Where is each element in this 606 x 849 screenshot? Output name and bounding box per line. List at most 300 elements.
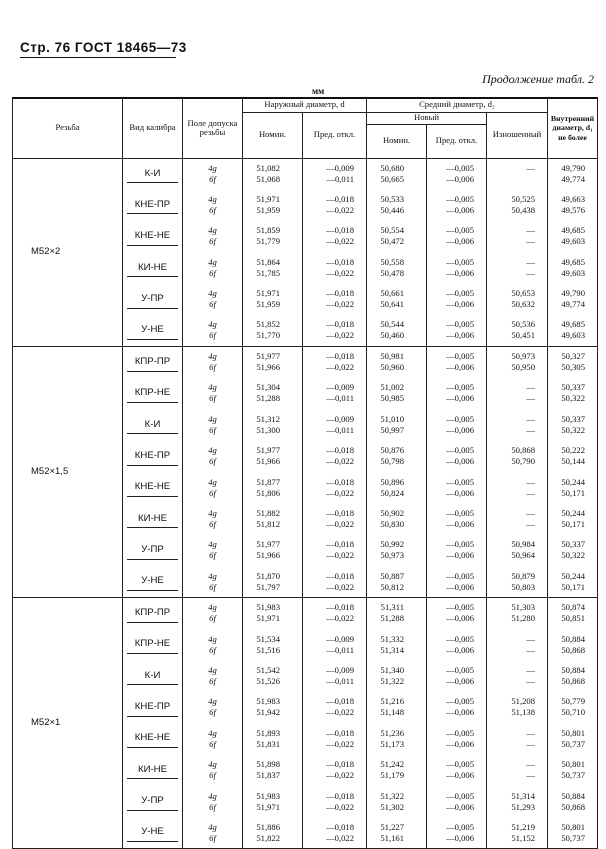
outer-deviation-cell-line: —0,011 — [326, 675, 354, 686]
inner-cell-line: 50,327 — [561, 351, 586, 362]
middle-nominal-cell — [367, 315, 427, 346]
tolerance-cell-line: 4g — [208, 288, 217, 299]
tolerance-cell — [183, 535, 243, 566]
outer-deviation-cell — [303, 660, 367, 691]
middle-deviation-cell-line: —0,005 — [446, 539, 474, 550]
middle-nominal-cell-line: 50,981 — [380, 351, 404, 362]
worn-cell-line: — — [526, 738, 536, 749]
outer-deviation-cell — [303, 597, 367, 628]
outer-deviation-cell-line: —0,022 — [326, 770, 354, 781]
tolerance-cell-line: 6f — [209, 330, 216, 341]
middle-nominal-cell — [367, 597, 427, 628]
outer-nominal-cell-line: 51,971 — [256, 194, 280, 205]
inner-cell-line: 50,801 — [561, 759, 586, 770]
outer-deviation-cell-line: —0,018 — [326, 288, 354, 299]
middle-nominal-cell-line: 51,311 — [380, 602, 404, 613]
outer-deviation-cell-line: —0,018 — [326, 351, 354, 362]
inner-cell — [548, 629, 598, 660]
tolerance-cell — [183, 378, 243, 409]
outer-nominal-cell — [243, 723, 303, 754]
middle-nominal-cell-line: 50,641 — [380, 299, 404, 310]
inner-cell-line: 50,851 — [561, 613, 586, 624]
worn-cell-line: — — [526, 267, 536, 278]
middle-deviation-cell-line: —0,005 — [446, 759, 474, 770]
outer-deviation-cell — [303, 441, 367, 472]
outer-deviation-cell — [303, 409, 367, 440]
tolerance-cell-line: 4g — [208, 790, 217, 801]
tolerance-cell-line: 6f — [209, 205, 216, 216]
tolerance-cell-line: 6f — [209, 832, 216, 843]
gauge-type — [123, 723, 183, 754]
middle-deviation-cell-line: —0,006 — [446, 644, 474, 655]
worn-cell — [487, 409, 548, 440]
outer-deviation-cell-line: —0,018 — [326, 821, 354, 832]
worn-cell — [487, 754, 548, 785]
middle-nominal-cell — [367, 660, 427, 691]
outer-deviation-cell — [303, 158, 367, 189]
worn-cell-line: — — [526, 413, 536, 424]
col-middle-deviation: Пред. откл. — [427, 124, 487, 158]
outer-deviation-cell-line: —0,018 — [326, 602, 354, 613]
worn-cell-line: 51,280 — [511, 613, 536, 624]
outer-deviation-cell-line: —0,018 — [326, 570, 354, 581]
outer-nominal-cell-line: 51,971 — [256, 288, 280, 299]
worn-cell — [487, 284, 548, 315]
outer-deviation-cell-line: —0,018 — [326, 319, 354, 330]
worn-cell — [487, 597, 548, 628]
inner-cell-line: 50,171 — [561, 518, 586, 529]
worn-cell — [487, 252, 548, 283]
inner-cell — [548, 441, 598, 472]
outer-nominal-cell-line: 51,837 — [256, 770, 280, 781]
middle-nominal-cell — [367, 535, 427, 566]
middle-deviation-cell — [427, 472, 487, 503]
tolerance-cell — [183, 660, 243, 691]
outer-deviation-cell — [303, 786, 367, 817]
inner-cell-line: 50,244 — [561, 507, 586, 518]
gauge-type — [123, 503, 183, 534]
outer-nominal-cell-line: 51,288 — [256, 393, 280, 404]
col-middle: Средний диаметр, d₂ — [367, 98, 548, 112]
gauge-label: КИ-НЕ — [127, 510, 178, 529]
outer-deviation-cell-line: —0,018 — [326, 696, 354, 707]
outer-nominal-cell-line: 51,942 — [256, 707, 280, 718]
worn-cell-line: — — [526, 225, 536, 236]
worn-cell-line: — — [526, 518, 536, 529]
worn-cell — [487, 315, 548, 346]
gauge-type — [123, 284, 183, 315]
middle-deviation-cell — [427, 378, 487, 409]
middle-deviation-cell — [427, 189, 487, 220]
outer-nominal-cell — [243, 629, 303, 660]
inner-cell-line: 50,337 — [561, 382, 586, 393]
middle-deviation-cell-line: —0,005 — [446, 256, 474, 267]
worn-cell-line: — — [526, 162, 536, 173]
worn-cell — [487, 786, 548, 817]
worn-cell-line: — — [526, 487, 536, 498]
gauge-type — [123, 817, 183, 848]
gauge-label: К-И — [127, 165, 178, 184]
gauge-type — [123, 189, 183, 220]
middle-nominal-cell-line: 50,460 — [380, 330, 404, 341]
gauge-label: КНЕ-ПР — [127, 447, 178, 466]
outer-nominal-cell — [243, 346, 303, 377]
tolerance-cell — [183, 723, 243, 754]
tolerance-cell-line: 6f — [209, 487, 216, 498]
outer-nominal-cell — [243, 566, 303, 597]
worn-cell-line: 51,152 — [511, 832, 536, 843]
inner-cell — [548, 566, 598, 597]
inner-cell — [548, 378, 598, 409]
thread-size: М52×1 — [13, 597, 123, 848]
middle-nominal-cell — [367, 409, 427, 440]
gauge-label: КПР-НЕ — [127, 635, 178, 654]
middle-deviation-cell-line: —0,006 — [446, 550, 474, 561]
outer-nominal-cell-line: 51,534 — [256, 633, 280, 644]
outer-nominal-cell-line: 51,831 — [256, 738, 280, 749]
outer-deviation-cell-line: —0,022 — [326, 362, 354, 373]
tolerance-cell — [183, 472, 243, 503]
worn-cell-line: 50,536 — [511, 319, 536, 330]
tolerance-cell-line: 6f — [209, 362, 216, 373]
middle-deviation-cell-line: —0,005 — [446, 162, 474, 173]
gauge-type — [123, 597, 183, 628]
tolerance-cell — [183, 597, 243, 628]
middle-deviation-cell-line: —0,005 — [446, 476, 474, 487]
worn-cell — [487, 503, 548, 534]
outer-nominal-cell — [243, 221, 303, 252]
gauge-label: У-НЕ — [127, 823, 178, 842]
outer-deviation-cell-line: —0,022 — [326, 707, 354, 718]
outer-nominal-cell-line: 51,877 — [256, 476, 280, 487]
outer-nominal-cell-line: 51,959 — [256, 205, 280, 216]
tolerance-cell-line: 6f — [209, 267, 216, 278]
outer-deviation-cell-line: —0,022 — [326, 487, 354, 498]
middle-deviation-cell-line: —0,005 — [446, 633, 474, 644]
gauge-type — [123, 472, 183, 503]
outer-nominal-cell-line: 51,966 — [256, 456, 280, 467]
outer-deviation-cell-line: —0,009 — [326, 413, 354, 424]
middle-deviation-cell — [427, 503, 487, 534]
inner-cell — [548, 660, 598, 691]
outer-deviation-cell-line: —0,009 — [326, 162, 354, 173]
col-outer-deviation: Пред. откл. — [303, 112, 367, 158]
outer-deviation-cell-line: —0,018 — [326, 759, 354, 770]
outer-nominal-cell-line: 51,785 — [256, 267, 280, 278]
tolerance-cell — [183, 284, 243, 315]
middle-nominal-cell — [367, 629, 427, 660]
col-outer-nominal: Номин. — [243, 112, 303, 158]
middle-deviation-cell-line: —0,006 — [446, 832, 474, 843]
middle-nominal-cell-line: 51,010 — [380, 413, 404, 424]
outer-deviation-cell-line: —0,022 — [326, 581, 354, 592]
inner-cell-line: 50,874 — [561, 602, 586, 613]
outer-nominal-cell — [243, 252, 303, 283]
middle-nominal-cell-line: 50,997 — [380, 424, 404, 435]
inner-cell-line: 50,737 — [561, 832, 586, 843]
outer-nominal-cell-line: 51,526 — [256, 675, 280, 686]
middle-nominal-cell — [367, 158, 427, 189]
table-body — [13, 158, 598, 849]
inner-cell — [548, 723, 598, 754]
middle-deviation-cell — [427, 723, 487, 754]
outer-nominal-cell — [243, 503, 303, 534]
middle-deviation-cell-line: —0,005 — [446, 790, 474, 801]
gauge-type — [123, 252, 183, 283]
outer-deviation-cell-line: —0,018 — [326, 507, 354, 518]
middle-nominal-cell-line: 51,302 — [380, 801, 404, 812]
middle-deviation-cell-line: —0,005 — [446, 507, 474, 518]
outer-nominal-cell-line: 51,971 — [256, 801, 280, 812]
middle-nominal-cell-line: 50,824 — [380, 487, 404, 498]
data-table — [12, 97, 598, 849]
outer-deviation-cell-line: —0,018 — [326, 256, 354, 267]
tolerance-cell-line: 6f — [209, 675, 216, 686]
middle-nominal-cell-line: 51,314 — [380, 644, 404, 655]
gauge-type — [123, 692, 183, 723]
inner-cell — [548, 692, 598, 723]
tolerance-cell-line: 4g — [208, 570, 217, 581]
page-header: Стр. 76 ГОСТ 18465—73 — [20, 40, 187, 55]
outer-nominal-cell-line: 51,983 — [256, 696, 280, 707]
outer-nominal-cell-line: 51,779 — [256, 236, 280, 247]
outer-deviation-cell-line: —0,011 — [326, 173, 354, 184]
middle-deviation-cell-line: —0,005 — [446, 319, 474, 330]
worn-cell-line: 50,632 — [511, 299, 536, 310]
inner-cell-line: 50,884 — [561, 664, 586, 675]
outer-deviation-cell — [303, 252, 367, 283]
worn-cell — [487, 472, 548, 503]
middle-nominal-cell-line: 50,960 — [380, 362, 404, 373]
outer-deviation-cell — [303, 754, 367, 785]
middle-deviation-cell — [427, 535, 487, 566]
outer-nominal-cell — [243, 409, 303, 440]
inner-cell-line: 49,685 — [561, 319, 586, 330]
col-middle-nominal: Номин. — [367, 124, 427, 158]
middle-nominal-cell-line: 50,544 — [380, 319, 404, 330]
inner-cell — [548, 189, 598, 220]
inner-cell-line: 50,868 — [561, 801, 586, 812]
tolerance-cell-line: 6f — [209, 173, 216, 184]
outer-deviation-cell-line: —0,022 — [326, 456, 354, 467]
outer-nominal-cell — [243, 535, 303, 566]
middle-deviation-cell-line: —0,006 — [446, 173, 474, 184]
tolerance-cell — [183, 252, 243, 283]
inner-cell-line: 49,576 — [561, 205, 586, 216]
middle-deviation-cell — [427, 409, 487, 440]
gauge-label: КНЕ-НЕ — [127, 227, 178, 246]
middle-nominal-cell-line: 50,533 — [380, 194, 404, 205]
outer-nominal-cell-line: 51,068 — [256, 173, 280, 184]
gauge-type — [123, 158, 183, 189]
middle-nominal-cell-line: 51,322 — [380, 790, 404, 801]
middle-deviation-cell — [427, 441, 487, 472]
gauge-label: КИ-НЕ — [127, 259, 178, 278]
outer-nominal-cell-line: 51,882 — [256, 507, 280, 518]
outer-deviation-cell — [303, 723, 367, 754]
middle-deviation-cell-line: —0,005 — [446, 413, 474, 424]
middle-nominal-cell-line: 50,661 — [380, 288, 404, 299]
gauge-label: К-И — [127, 667, 178, 686]
outer-deviation-cell-line: —0,018 — [326, 539, 354, 550]
middle-deviation-cell-line: —0,005 — [446, 821, 474, 832]
worn-cell-line: — — [526, 664, 536, 675]
inner-cell-line: 49,790 — [561, 288, 586, 299]
worn-cell — [487, 692, 548, 723]
worn-cell-line: — — [526, 727, 536, 738]
gauge-label: КИ-НЕ — [127, 761, 178, 780]
gauge-label: У-ПР — [127, 290, 178, 309]
outer-deviation-cell-line: —0,022 — [326, 299, 354, 310]
outer-deviation-cell-line: —0,009 — [326, 382, 354, 393]
inner-cell-line: 49,774 — [561, 173, 586, 184]
outer-nominal-cell-line: 51,082 — [256, 162, 280, 173]
middle-nominal-cell — [367, 754, 427, 785]
inner-cell-line: 50,322 — [561, 550, 586, 561]
gauge-type — [123, 441, 183, 472]
worn-cell-line: 50,451 — [511, 330, 536, 341]
outer-deviation-cell-line: —0,011 — [326, 393, 354, 404]
worn-cell-line: — — [526, 256, 536, 267]
tolerance-cell-line: 6f — [209, 707, 216, 718]
inner-cell-line: 50,710 — [561, 707, 586, 718]
gauge-label: У-ПР — [127, 541, 178, 560]
outer-nominal-cell-line: 51,893 — [256, 727, 280, 738]
inner-cell — [548, 158, 598, 189]
middle-deviation-cell-line: —0,005 — [446, 225, 474, 236]
tolerance-cell-line: 6f — [209, 644, 216, 655]
tolerance-cell — [183, 315, 243, 346]
tolerance-cell-line: 6f — [209, 550, 216, 561]
worn-cell-line: 50,868 — [511, 445, 536, 456]
outer-deviation-cell — [303, 346, 367, 377]
table-row — [13, 597, 598, 628]
middle-nominal-cell — [367, 503, 427, 534]
middle-nominal-cell — [367, 284, 427, 315]
worn-cell-line: — — [526, 507, 536, 518]
col-tolerance: Поле допуска резьбы — [183, 98, 243, 158]
middle-deviation-cell-line: —0,005 — [446, 696, 474, 707]
worn-cell-line: — — [526, 236, 536, 247]
middle-deviation-cell-line: —0,006 — [446, 362, 474, 373]
worn-cell — [487, 346, 548, 377]
middle-nominal-cell-line: 50,554 — [380, 225, 404, 236]
middle-deviation-cell-line: —0,006 — [446, 738, 474, 749]
middle-deviation-cell — [427, 315, 487, 346]
outer-nominal-cell-line: 51,983 — [256, 790, 280, 801]
middle-nominal-cell-line: 51,002 — [380, 382, 404, 393]
inner-cell-line: 50,779 — [561, 696, 586, 707]
tolerance-cell — [183, 786, 243, 817]
outer-nominal-cell-line: 51,977 — [256, 445, 280, 456]
tolerance-cell — [183, 221, 243, 252]
middle-deviation-cell — [427, 786, 487, 817]
tolerance-cell — [183, 409, 243, 440]
tolerance-cell-line: 4g — [208, 476, 217, 487]
worn-cell — [487, 535, 548, 566]
worn-cell — [487, 189, 548, 220]
middle-nominal-cell — [367, 221, 427, 252]
worn-cell — [487, 660, 548, 691]
middle-nominal-cell-line: 51,332 — [380, 633, 404, 644]
tolerance-cell-line: 4g — [208, 696, 217, 707]
middle-nominal-cell-line: 51,242 — [380, 759, 404, 770]
middle-nominal-cell-line: 51,148 — [380, 707, 404, 718]
middle-nominal-cell-line: 50,887 — [380, 570, 404, 581]
tolerance-cell-line: 6f — [209, 424, 216, 435]
middle-deviation-cell-line: —0,006 — [446, 267, 474, 278]
gauge-label: У-ПР — [127, 792, 178, 811]
table-row — [13, 158, 598, 189]
outer-nominal-cell — [243, 692, 303, 723]
tolerance-cell — [183, 189, 243, 220]
worn-cell — [487, 441, 548, 472]
middle-nominal-cell — [367, 723, 427, 754]
middle-nominal-cell — [367, 346, 427, 377]
inner-cell — [548, 315, 598, 346]
outer-nominal-cell — [243, 597, 303, 628]
worn-cell-line — [487, 174, 535, 185]
worn-cell-line: 51,303 — [511, 602, 536, 613]
middle-nominal-cell-line: 50,896 — [380, 476, 404, 487]
worn-cell — [487, 566, 548, 597]
middle-deviation-cell-line: —0,006 — [446, 456, 474, 467]
worn-cell-line: — — [526, 770, 536, 781]
gauge-label: КПР-НЕ — [127, 384, 178, 403]
inner-cell-line: 49,603 — [561, 330, 586, 341]
worn-cell-line: — — [526, 393, 536, 404]
outer-deviation-cell-line: —0,018 — [326, 194, 354, 205]
tolerance-cell-line: 6f — [209, 613, 216, 624]
middle-nominal-cell-line: 51,179 — [380, 770, 404, 781]
tolerance-cell — [183, 692, 243, 723]
gauge-type — [123, 378, 183, 409]
worn-cell-line: 50,879 — [511, 570, 536, 581]
gauge-type — [123, 566, 183, 597]
worn-cell-line: 51,314 — [511, 790, 536, 801]
inner-cell-line: 50,322 — [561, 424, 586, 435]
gauge-type — [123, 629, 183, 660]
middle-nominal-cell-line: 50,902 — [380, 507, 404, 518]
gauge-label: КНЕ-НЕ — [127, 478, 178, 497]
middle-deviation-cell — [427, 158, 487, 189]
outer-nominal-cell-line: 51,971 — [256, 613, 280, 624]
tolerance-cell — [183, 346, 243, 377]
unit-label: мм — [312, 86, 325, 96]
middle-deviation-cell-line: —0,006 — [446, 236, 474, 247]
outer-deviation-cell-line: —0,022 — [326, 738, 354, 749]
middle-nominal-cell-line: 50,472 — [380, 236, 404, 247]
middle-nominal-cell-line: 50,446 — [380, 205, 404, 216]
gauge-label: У-НЕ — [127, 572, 178, 591]
middle-nominal-cell — [367, 786, 427, 817]
middle-nominal-cell-line: 50,680 — [380, 162, 404, 173]
middle-deviation-cell — [427, 284, 487, 315]
outer-nominal-cell-line: 51,977 — [256, 351, 280, 362]
tolerance-cell-line: 6f — [209, 770, 216, 781]
inner-cell-line: 50,305 — [561, 362, 586, 373]
col-outer: Наружный диаметр, d — [243, 98, 367, 112]
tolerance-cell-line: 6f — [209, 518, 216, 529]
worn-cell — [487, 221, 548, 252]
middle-deviation-cell — [427, 754, 487, 785]
tolerance-cell — [183, 503, 243, 534]
middle-deviation-cell — [427, 692, 487, 723]
tolerance-cell-line: 4g — [208, 602, 217, 613]
outer-deviation-cell — [303, 378, 367, 409]
outer-nominal-cell-line: 51,304 — [256, 382, 280, 393]
outer-deviation-cell — [303, 472, 367, 503]
